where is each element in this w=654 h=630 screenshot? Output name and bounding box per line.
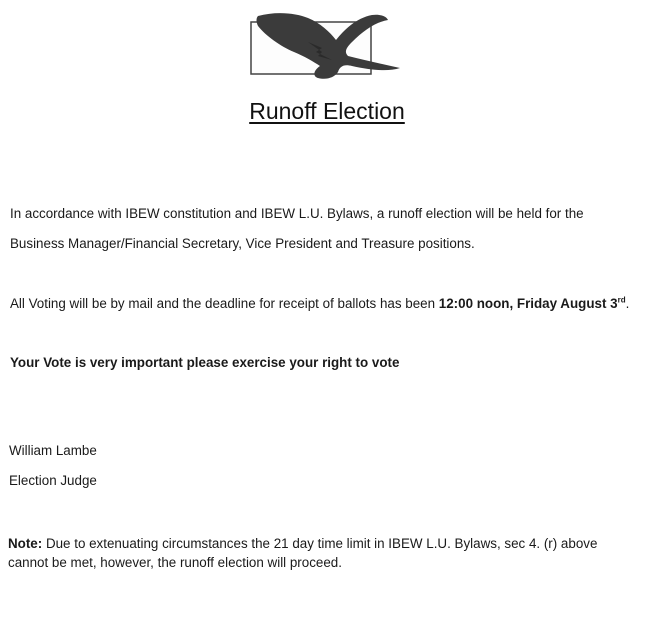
note-text: Due to extenuating circumstances the 21 day time limit in IBEW L.U. Bylaws, sec 4. (r) above cannot be met, however, the runoff election will proceed. (8, 536, 598, 570)
note-label: Note: (8, 536, 43, 551)
deadline-text: 12:00 noon, Friday August 3rd (438, 295, 626, 311)
signer-name: William Lambe (9, 443, 97, 458)
vote-emphasis: Your Vote is very important please exercise your right to vote (10, 355, 400, 370)
voting-deadline-paragraph (10, 295, 629, 312)
signer-role: Election Judge (9, 473, 97, 488)
announcement-line-1: In accordance with IBEW constitution and IBEW L.U. Bylaws, a runoff election will be held for the (10, 206, 584, 221)
announcement-line-2: Business Manager/Financial Secretary, Vice President and Treasure positions. (10, 236, 475, 251)
ibew-fist-lightning-logo-icon (248, 12, 404, 80)
note-paragraph (8, 534, 608, 572)
deadline-suffix: rd (617, 295, 626, 305)
period: . (625, 296, 630, 311)
voting-text: All Voting will be by mail and the deadline for receipt of ballots has been (10, 296, 439, 311)
page-title: Runoff Election (249, 98, 405, 124)
